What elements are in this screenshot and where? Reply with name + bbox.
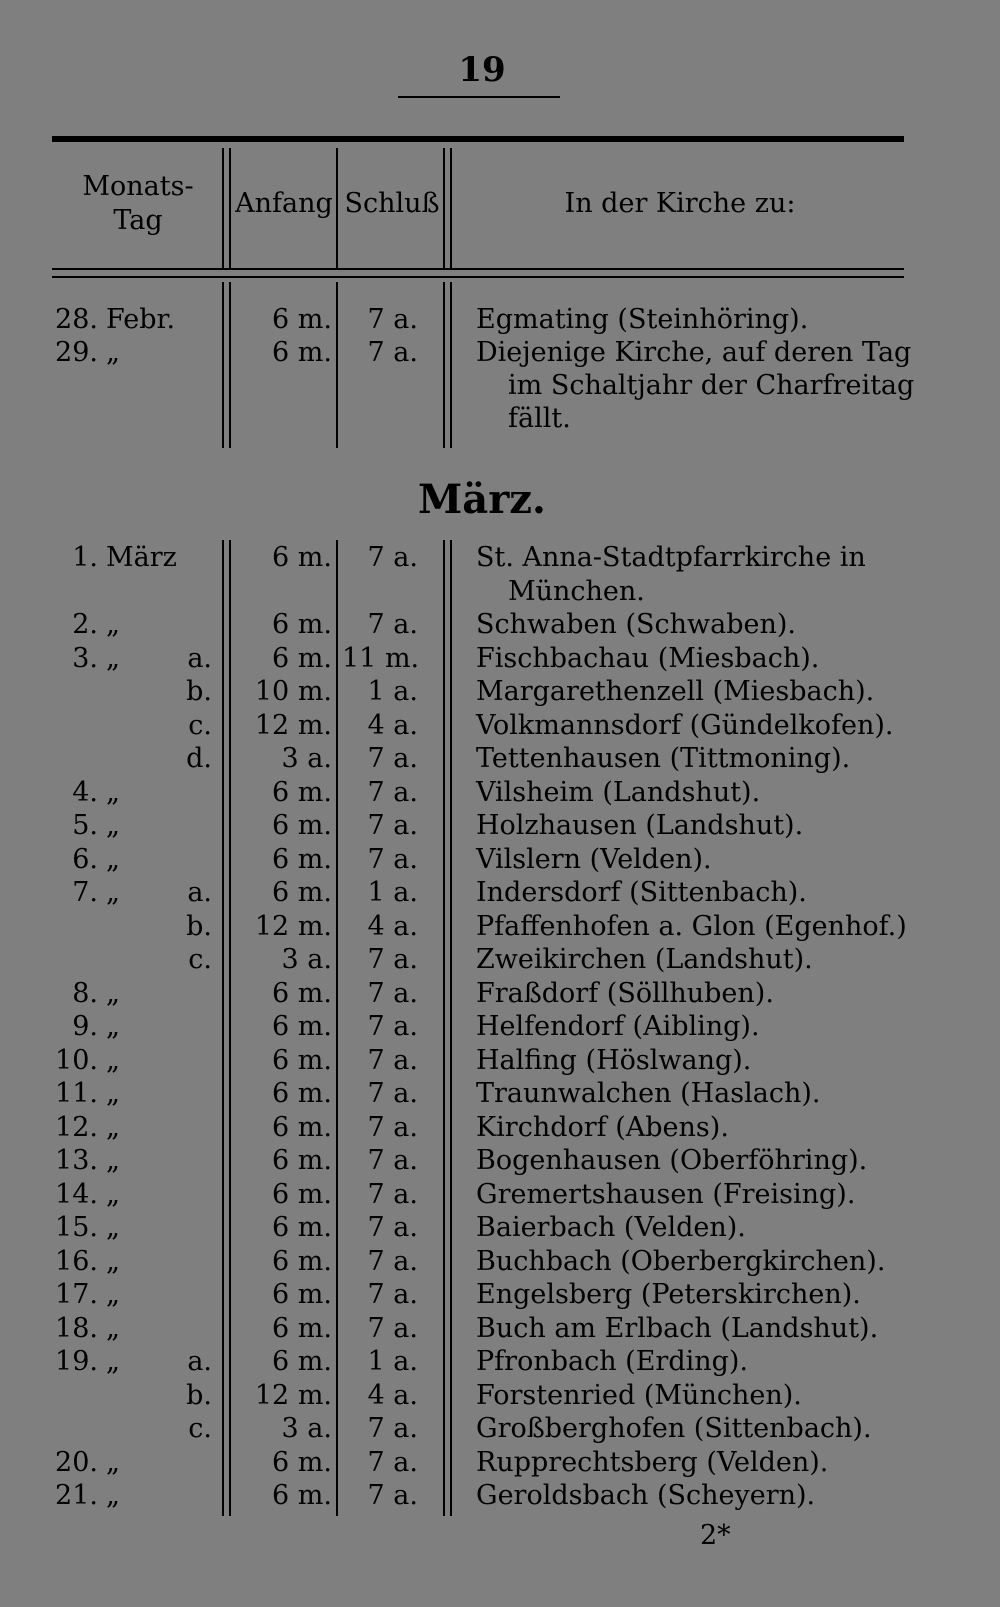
table-row [0,1479,964,1512]
table-row [0,1077,964,1110]
header-start: Anfang [235,188,333,219]
header-day [58,170,218,238]
month-label: „ [106,810,120,841]
vline-b [336,148,338,268]
day-number: 10. [55,1044,98,1076]
church-name: Indersdorf (Sittenbach). [476,877,807,908]
church-name: Volkmannsdorf (Gündelkofen). [476,709,894,741]
sub-label: c. [188,709,212,741]
end-time: 7 a. [367,944,418,975]
table-row [0,1211,964,1244]
month-label: „ [106,776,120,808]
church-name: Pfronbach (Erding). [476,1346,749,1377]
month-label: „ [106,1078,120,1109]
church-name: Buchbach (Oberbergkirchen). [476,1245,886,1277]
start-time: 6 m. [272,1446,332,1478]
table-row-continuation [0,402,964,435]
sub-label: a. [187,1346,212,1377]
top-rule [52,136,904,142]
end-time: 7 a. [367,1011,418,1042]
month-label: „ [106,1111,120,1143]
end-time: 7 a. [367,542,418,573]
table-row [0,1010,964,1043]
table-row [0,843,964,876]
end-time: 11 m. [342,642,420,674]
start-time: 6 m. [272,1011,332,1042]
sub-label: c. [188,944,212,975]
end-time: 7 a. [367,1145,418,1176]
church-name: Bogenhausen (Oberföhring). [476,1145,868,1176]
day-number: 8. [72,977,98,1009]
table-row [0,1278,964,1311]
sub-label: b. [186,1379,212,1411]
end-time: 7 a. [367,1413,418,1444]
month-label: März [106,542,177,573]
header-church: In der Kirche zu: [564,188,796,219]
start-time: 3 a. [281,1413,332,1444]
church-name: Engelsberg (Peterskirchen). [476,1279,861,1310]
church-name: Vilslern (Velden). [476,843,712,875]
church-name: St. Anna-Stadtpfarrkirche in [476,542,866,573]
section-title: März. [418,476,546,523]
sub-label: d. [186,743,212,774]
day-number: 1. [72,542,98,573]
table-row [0,1178,964,1211]
church-name: Zweikirchen (Landshut). [476,944,813,975]
church-name: Geroldsbach (Scheyern). [476,1480,816,1511]
end-time: 7 a. [367,977,418,1009]
church-name: Gremertshausen (Freising). [476,1178,856,1210]
day-number: 16. [55,1245,98,1277]
start-time: 6 m. [272,1312,332,1344]
day-number: 15. [55,1212,98,1243]
day-number: 28. [55,304,98,335]
table-row [0,1345,964,1378]
month-label: „ [106,1346,120,1377]
vline-c2 [450,148,452,268]
table-row [0,608,964,641]
header-end: Schluß [344,188,440,219]
end-time: 1 a. [367,1346,418,1377]
day-number: 3. [72,642,98,674]
month-label: „ [106,843,120,875]
day-number: 29. [55,337,98,368]
sub-label: b. [186,676,212,707]
end-time: 7 a. [367,609,418,640]
day-number: 5. [72,810,98,841]
end-time: 4 a. [367,1379,418,1411]
header-day-line1: Monats- [82,171,194,202]
end-time: 7 a. [367,1078,418,1109]
end-time: 7 a. [367,1480,418,1511]
page-number: 19 [458,50,506,90]
signature-mark: 2* [700,1520,731,1551]
church-name: Buch am Erlbach (Landshut). [476,1312,879,1344]
church-name: Schwaben (Schwaben). [476,609,796,640]
month-label: „ [106,642,120,674]
month-label: „ [106,1279,120,1310]
start-time: 12 m. [254,910,332,942]
month-label: „ [106,1312,120,1344]
start-time: 3 a. [281,743,332,774]
table-row [0,675,964,708]
table-row [0,303,964,336]
day-number: 17. [55,1279,98,1310]
start-time: 6 m. [272,1212,332,1243]
start-time: 6 m. [272,1346,332,1377]
day-number: 12. [55,1111,98,1143]
end-time: 1 a. [367,877,418,908]
sub-label: b. [186,910,212,942]
start-time: 6 m. [272,1145,332,1176]
start-time: 6 m. [272,304,332,335]
church-name: Großberghofen (Sittenbach). [476,1413,872,1444]
start-time: 6 m. [272,337,332,368]
end-time: 7 a. [367,1178,418,1210]
header-rule-2 [52,276,904,278]
end-time: 7 a. [367,1245,418,1277]
table-row [0,709,964,742]
table-row [0,742,964,775]
end-time: 4 a. [367,910,418,942]
vline-a1 [222,148,224,268]
vline-a2 [229,148,231,268]
start-time: 6 m. [272,843,332,875]
church-name-continuation: im Schaltjahr der Charfreitag [508,370,915,401]
start-time: 6 m. [272,810,332,841]
end-time: 7 a. [367,776,418,808]
table-row [0,809,964,842]
day-number: 21. [55,1480,98,1511]
church-name: Fischbachau (Miesbach). [476,642,820,674]
church-name: Rupprechtsberg (Velden). [476,1446,829,1478]
end-time: 7 a. [367,304,418,335]
church-name: Kirchdorf (Abens). [476,1111,729,1143]
table-row [0,1379,964,1412]
table-row [0,1245,964,1278]
table-row [0,336,964,369]
month-label: „ [106,1245,120,1277]
table-row [0,541,964,574]
church-name: Baierbach (Velden). [476,1212,746,1243]
day-number: 20. [55,1446,98,1478]
church-name: Traunwalchen (Haslach). [476,1078,821,1109]
end-time: 7 a. [367,1111,418,1143]
month-label: „ [106,1145,120,1176]
table-row [0,977,964,1010]
month-label: „ [106,1480,120,1511]
month-label: „ [106,1446,120,1478]
church-name: Tettenhausen (Tittmoning). [476,743,851,774]
start-time: 6 m. [272,1044,332,1076]
church-name: Fraßdorf (Söllhuben). [476,977,774,1009]
month-label: „ [106,609,120,640]
church-name-continuation: München. [508,575,645,607]
day-number: 2. [72,609,98,640]
day-number: 7. [72,877,98,908]
day-number: 14. [55,1178,98,1210]
table-row [0,1412,964,1445]
day-number: 9. [72,1011,98,1042]
month-label: „ [106,1011,120,1042]
day-number: 19. [55,1346,98,1377]
table-row [0,943,964,976]
month-label: „ [106,1212,120,1243]
church-name: Diejenige Kirche, auf deren Tag [476,337,912,368]
start-time: 6 m. [272,609,332,640]
end-time: 7 a. [367,1279,418,1310]
church-name: Pfaffenhofen a. Glon (Egenhof.) [476,910,907,942]
church-name: Halfing (Höslwang). [476,1044,752,1076]
end-time: 7 a. [367,743,418,774]
table-row [0,910,964,943]
start-time: 6 m. [272,977,332,1009]
table-row [0,1446,964,1479]
start-time: 6 m. [272,642,332,674]
end-time: 7 a. [367,1312,418,1344]
table-row [0,1312,964,1345]
month-label: „ [106,977,120,1009]
church-name-continuation: fällt. [508,403,571,434]
start-time: 6 m. [272,1078,332,1109]
start-time: 12 m. [254,1379,332,1411]
table-row [0,1044,964,1077]
start-time: 6 m. [272,542,332,573]
end-time: 7 a. [367,810,418,841]
church-name: Vilsheim (Landshut). [476,776,761,808]
sub-label: c. [188,1413,212,1444]
month-label: „ [106,877,120,908]
table-row-continuation [0,575,964,608]
header-day-line2: Tag [113,205,163,236]
table-row [0,1144,964,1177]
sub-label: a. [187,642,212,674]
start-time: 6 m. [272,1279,332,1310]
month-label: Febr. [106,304,176,335]
day-number: 18. [55,1312,98,1344]
church-name: Helfendorf (Aibling). [476,1011,760,1042]
church-name: Margarethenzell (Miesbach). [476,676,875,707]
table-row [0,876,964,909]
start-time: 6 m. [272,1245,332,1277]
end-time: 7 a. [367,1446,418,1478]
start-time: 10 m. [254,676,332,707]
header-rule-1 [52,268,904,270]
start-time: 6 m. [272,1178,332,1210]
start-time: 12 m. [254,709,332,741]
start-time: 3 a. [281,944,332,975]
church-name: Egmating (Steinhöring). [476,304,809,335]
end-time: 1 a. [367,676,418,707]
table-row [0,1111,964,1144]
start-time: 6 m. [272,1111,332,1143]
table-row-continuation [0,369,964,402]
page-number-rule [398,96,560,98]
end-time: 7 a. [367,1044,418,1076]
vline-c1 [443,148,445,268]
end-time: 7 a. [367,337,418,368]
start-time: 6 m. [272,1480,332,1511]
table-row [0,642,964,675]
month-label: „ [106,1178,120,1210]
sub-label: a. [187,877,212,908]
end-time: 7 a. [367,1212,418,1243]
day-number: 6. [72,843,98,875]
day-number: 4. [72,776,98,808]
start-time: 6 m. [272,776,332,808]
day-number: 11. [55,1078,98,1109]
month-label: „ [106,337,120,368]
table-row [0,776,964,809]
end-time: 4 a. [367,709,418,741]
end-time: 7 a. [367,843,418,875]
month-label: „ [106,1044,120,1076]
church-name: Forstenried (München). [476,1379,802,1411]
day-number: 13. [55,1145,98,1176]
start-time: 6 m. [272,877,332,908]
church-name: Holzhausen (Landshut). [476,810,804,841]
